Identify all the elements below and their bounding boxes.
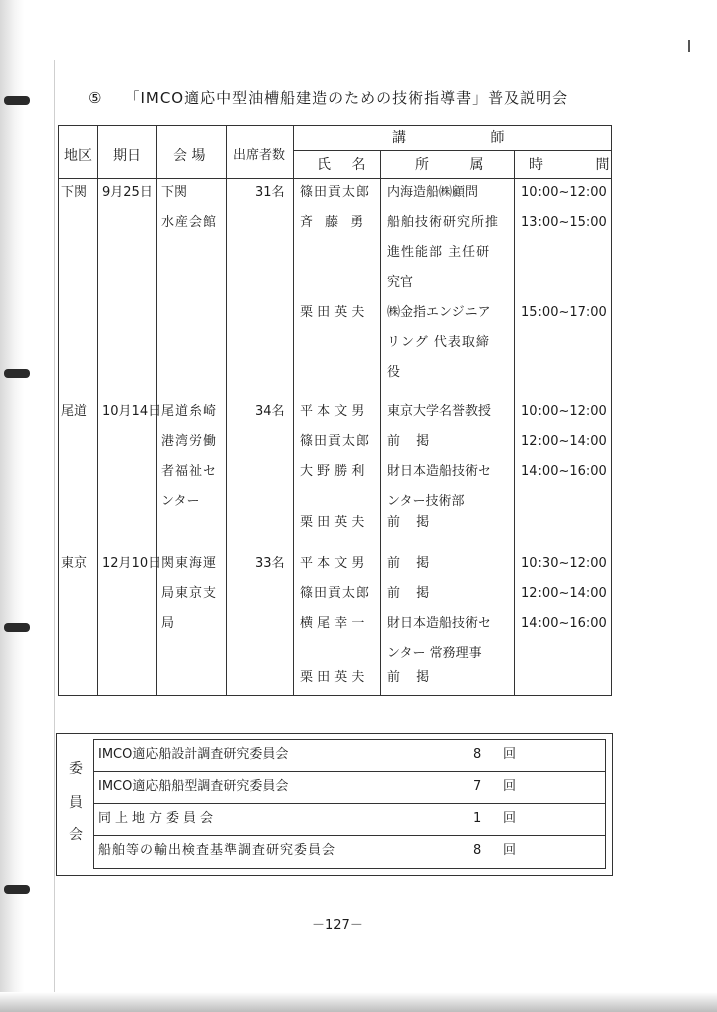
lecturer-name: 平 本 文 男 [300,556,365,571]
lecture-time: 12:00~14:00 [521,434,607,449]
lecture-time: 15:00~17:00 [521,305,607,320]
lecturer-affiliation: 東京大学名誉教授 [387,404,492,419]
committee-item-name: 同上地方委員会 [98,811,218,826]
committee-item-count: 8 [473,843,483,858]
lecturer-affiliation: 進性能部 主任研 [387,245,491,260]
lecturer-affiliation: 前 掲 [387,434,436,449]
lecturer-name: 平 本 文 男 [300,404,365,419]
committee-label-char: 委 [69,761,83,777]
venue-line: 下関 [161,185,188,200]
header-time: 時 間 [529,157,634,173]
lecturer-affiliation: 役 [387,365,401,380]
venue-line: 局東京支 [161,586,218,601]
committee-list [93,739,606,869]
row-attendees: 34名 [255,404,285,419]
binder-edge [0,0,24,1012]
lecture-time: 13:00~15:00 [521,215,607,230]
committee-item-count: 7 [473,779,483,794]
row-region: 東京 [61,556,88,571]
lecturer-affiliation: 内海造船㈱顧問 [387,185,479,200]
scan-mark [688,40,690,52]
committee-item-unit: 回 [503,747,518,762]
lecturer-affiliation: リング 代表取締 [387,335,490,350]
committee-item-count: 8 [473,747,483,762]
lecture-time: 10:00~12:00 [521,185,607,200]
section-number: ⑤ [88,89,103,107]
header-date: 期日 [113,148,141,164]
title-text: 「IMCO適応中型油槽船建造のための技術指導書」普及説明会 [124,89,569,107]
row-date: 12月10日 [102,556,162,571]
lecturer-affiliation: ㈱金指エンジニア [387,305,491,320]
header-name: 氏 名 [317,157,374,173]
lecture-time: 14:00~16:00 [521,464,607,479]
lecturer-name: 栗 田 英 夫 [300,305,365,320]
header-region: 地区 [64,148,92,164]
binder-ring [4,369,30,378]
lecture-time: 10:30~12:00 [521,556,607,571]
venue-line: ンター [161,494,200,509]
header-lecturers: 講 師 [392,130,545,146]
lecturer-name: 篠田貢太郎 [300,185,371,200]
venue-line: 者福祉セ [161,464,218,479]
header-affiliation: 所 属 [415,157,502,173]
row-attendees: 33名 [255,556,285,571]
lecture-time: 10:00~12:00 [521,404,607,419]
row-date: 10月14日 [102,404,162,419]
committee-label-char: 員 [69,795,83,811]
page-fold-line [54,60,55,1000]
header-attendees: 出席者数 [233,148,286,163]
lecturer-name: 大 野 勝 利 [300,464,365,479]
page-bottom-shadow [0,992,717,1012]
lecturer-affiliation: 財日本造船技術セ [387,464,492,479]
row-region: 尾道 [61,404,88,419]
lecturer-name: 栗 田 英 夫 [300,670,365,685]
lecture-time: 12:00~14:00 [521,586,607,601]
lecturer-name: 篠田貢太郎 [300,586,371,601]
lecturer-name: 篠田貢太郎 [300,434,371,449]
lecturer-name: 栗 田 英 夫 [300,515,365,530]
committee-item-name: IMCO適応船船型調査研究委員会 [98,779,289,794]
binder-ring [4,623,30,632]
lecturer-affiliation: 前 掲 [387,670,436,685]
lecturer-affiliation: 究官 [387,275,414,290]
page-number: －127－ [312,918,363,933]
row-attendees: 31名 [255,185,285,200]
committee-item-name: IMCO適応船設計調査研究委員会 [98,747,289,762]
row-date: 9月25日 [102,185,153,200]
venue-line: 港湾労働 [161,434,218,449]
committee-item-name: 船舶等の輸出検査基準調査研究委員会 [98,843,337,858]
lecturer-name: 斉 藤 勇 [300,215,368,230]
committee-item-unit: 回 [503,811,518,826]
lecturer-affiliation: ンター 常務理事 [387,646,482,661]
committee-item-count: 1 [473,811,483,826]
venue-line: 水産会館 [161,215,218,230]
seminar-table [58,125,634,696]
lecturer-affiliation: 前 掲 [387,586,436,601]
lecturer-name: 横 尾 幸 一 [300,616,365,631]
venue-line: 局 [161,616,175,631]
lecturer-affiliation: ンター技術部 [387,494,465,509]
binder-ring [4,885,30,894]
binder-ring [4,96,30,105]
lecturer-affiliation: 財日本造船技術セ [387,616,492,631]
row-region: 下関 [61,185,88,200]
header-venue: 会 場 [173,148,206,164]
venue-line: 尾道糸崎 [161,404,218,419]
venue-line: 関東海運 [161,556,218,571]
committee-item-unit: 回 [503,843,518,858]
lecturer-affiliation: 前 掲 [387,515,436,530]
page-title [88,87,568,108]
committee-box [56,733,613,876]
committee-label-char: 会 [69,827,83,843]
lecturer-affiliation: 前 掲 [387,556,436,571]
lecturer-affiliation: 船舶技術研究所推 [387,215,500,230]
committee-item-unit: 回 [503,779,518,794]
lecture-time: 14:00~16:00 [521,616,607,631]
